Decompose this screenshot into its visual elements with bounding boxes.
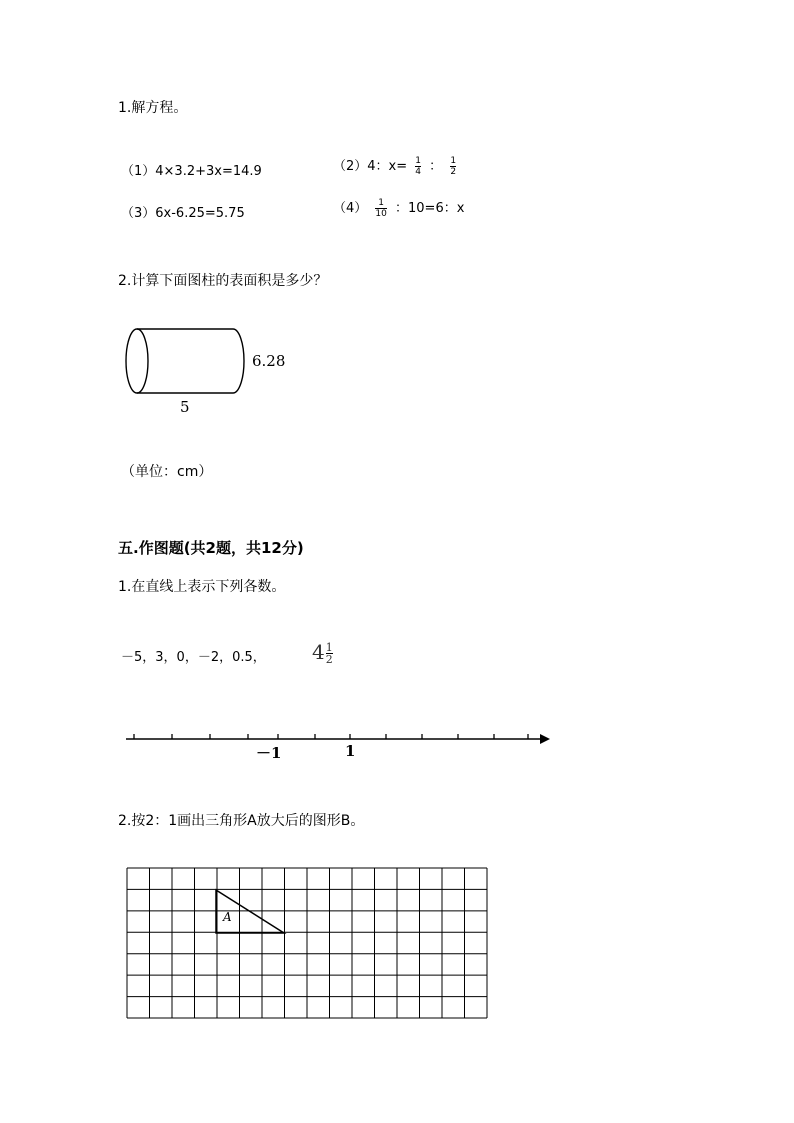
unit-note: （单位：cm） xyxy=(121,464,213,480)
mixed-number-whole: 4 xyxy=(312,640,325,664)
question-1-title: 1.解方程。 xyxy=(118,100,188,116)
equation-3: （3）6x-6.25=5.75 xyxy=(121,206,245,221)
fraction-one-half: $\frac{1}{2}$ xyxy=(450,156,457,177)
mixed-number-fraction: $\frac{1}{2}$ xyxy=(325,641,333,666)
triangle-a-label: A xyxy=(223,910,232,924)
axis-label-negative-one: －1 xyxy=(256,744,282,762)
axis-label-one: 1 xyxy=(345,742,356,760)
equation-2-prefix: （2）4：x= xyxy=(333,159,408,174)
numbers-list: －5，3，0，－2，0.5， xyxy=(121,650,266,665)
fraction-one-quarter: $\frac{1}{4}$ xyxy=(415,156,422,177)
equation-2-colon: ： xyxy=(429,159,443,174)
question-2-title: 2.计算下面图柱的表面积是多少？ xyxy=(118,273,328,289)
cylinder-diameter-label: 5 xyxy=(180,398,190,416)
equation-1: （1）4×3.2+3x=14.9 xyxy=(121,164,262,179)
fraction-one-tenth: $\frac{1}{10}$ xyxy=(375,198,387,219)
equation-4-prefix: （4） xyxy=(333,201,368,216)
section-5-question-1-title: 1.在直线上表示下列各数。 xyxy=(118,579,286,595)
section-5-title: 五.作图题(共2题，共12分) xyxy=(118,539,304,557)
equation-4-suffix: ：10=6：x xyxy=(395,201,465,216)
cylinder-height-label: 6.28 xyxy=(252,352,286,370)
section-5-question-2-title: 2.按2：1画出三角形A放大后的图形B。 xyxy=(118,813,365,829)
